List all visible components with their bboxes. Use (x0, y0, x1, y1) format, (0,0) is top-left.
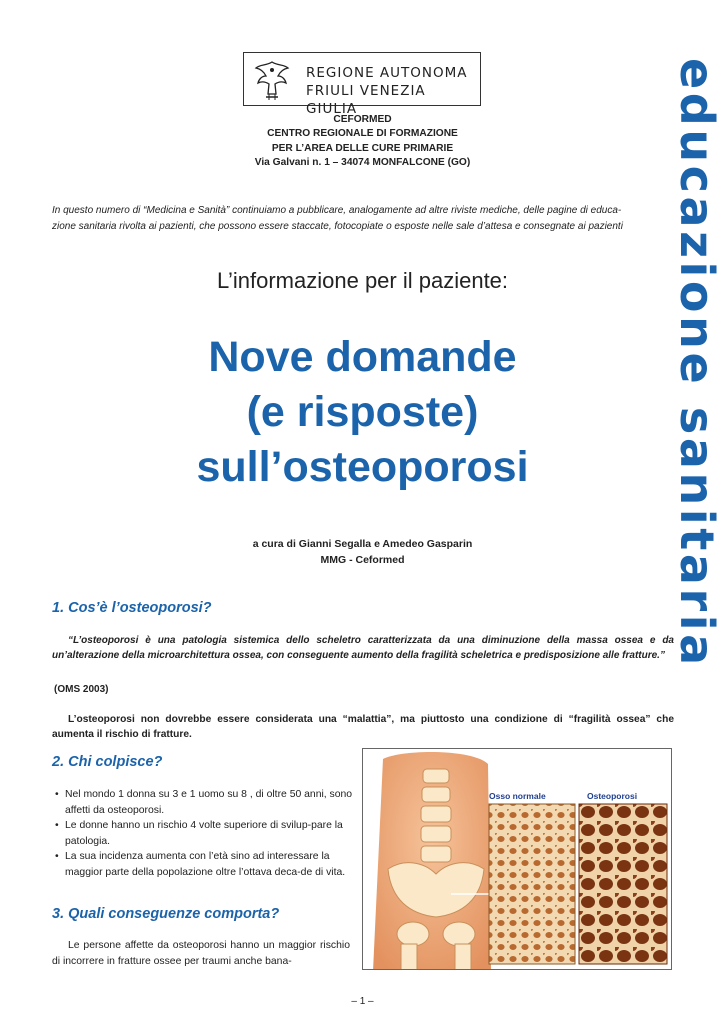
authors-block (0, 536, 725, 568)
ceformed-line-2: CENTRO REGIONALE DI FORMAZIONE (267, 128, 458, 140)
list-item: • Nel mondo 1 donna su 3 e 1 uomo su 8 , di oltre 50 anni, sono affetti da osteoporosi. (55, 787, 355, 818)
section-heading-q3: 3. Quali conseguenze comporta? (52, 906, 280, 922)
section-q1-paragraph: L’osteoporosi non dovrebbe essere considerata una “malattia”, ma piuttosto una condizione di “fragilità ossea” che aumenta il rischio di fratture. (52, 714, 674, 740)
intro-line-2: zione sanitaria rivolta ai pazienti, che possono essere staccate, fotocopiate o esposte nelle sale d’attesa e consegnate ai pazienti (52, 220, 623, 232)
ceformed-line-4: Via Galvani n. 1 – 34074 MONFALCONE (GO) (254, 156, 471, 168)
normal-bone-label: Osso normale (489, 791, 546, 801)
authors-line: a cura di Gianni Segalla e Amedeo Gasparin (252, 538, 473, 550)
page-title (0, 330, 725, 495)
region-name-line2: FRIULI VENEZIA GIULIA (306, 83, 426, 117)
quote-text: “L’osteoporosi è una patologia sistemica dello scheletro caratterizzata da una diminuzione della massa ossea e da un’alterazione della microarchitettura ossea, con conseguente aumento della fragilità scheletrica e predisposizione alle fratture.” (52, 635, 674, 661)
osteoporosis-bone-label: Osteoporosi (587, 791, 638, 801)
vertical-banner (668, 0, 725, 1024)
oms-definition-quote (52, 634, 674, 663)
intro-line-1: In questo numero di “Medicina e Sanità” continuiamo a pubblicare, analogamente ad altre riviste mediche, delle pagine di educa- (52, 205, 622, 216)
section-heading-q2: 2. Chi colpisce? (52, 754, 163, 770)
ceformed-line-3: PER L’AREA DELLE CURE PRIMARIE (271, 142, 454, 154)
quote-source: (OMS 2003) (54, 684, 109, 695)
affiliation-line: MMG - Ceformed (320, 554, 405, 566)
subtitle: L’informazione per il paziente: (216, 268, 509, 293)
title-line-3: sull’osteoporosi (196, 443, 529, 491)
eagle-emblem-icon (252, 56, 292, 102)
section-heading-q1: 1. Cos’è l’osteoporosi? (52, 600, 212, 616)
ceformed-address-block (0, 113, 725, 170)
section-q2-bullet-list (55, 787, 355, 881)
region-logo-box (243, 52, 481, 117)
section-q3-paragraph: Le persone affette da osteoporosi hanno un maggior rischio di incorrere in fratture ossee per traumi anche bana- (52, 940, 350, 967)
ceformed-line-1: CEFORMED (333, 114, 392, 125)
title-line-1: Nove domande (208, 333, 517, 381)
intro-paragraph (52, 203, 674, 234)
region-name (306, 64, 480, 118)
vertical-banner-text: educazione sanitaria (670, 58, 724, 669)
bone-illustration-figure (362, 748, 672, 970)
region-name-line1: REGIONE AUTONOMA (306, 65, 468, 81)
list-item: • La sua incidenza aumenta con l’età sino ad interessare la maggior parte della popolazione oltre l’ottava deca-de di vita. (55, 849, 355, 880)
title-line-2: (e risposte) (246, 388, 479, 436)
list-item: • Le donne hanno un rischio 4 volte superiore di svilup-pare la patologia. (55, 818, 355, 849)
page-number: – 1 – (351, 996, 374, 1007)
bone-comparison-illustration (363, 749, 672, 970)
